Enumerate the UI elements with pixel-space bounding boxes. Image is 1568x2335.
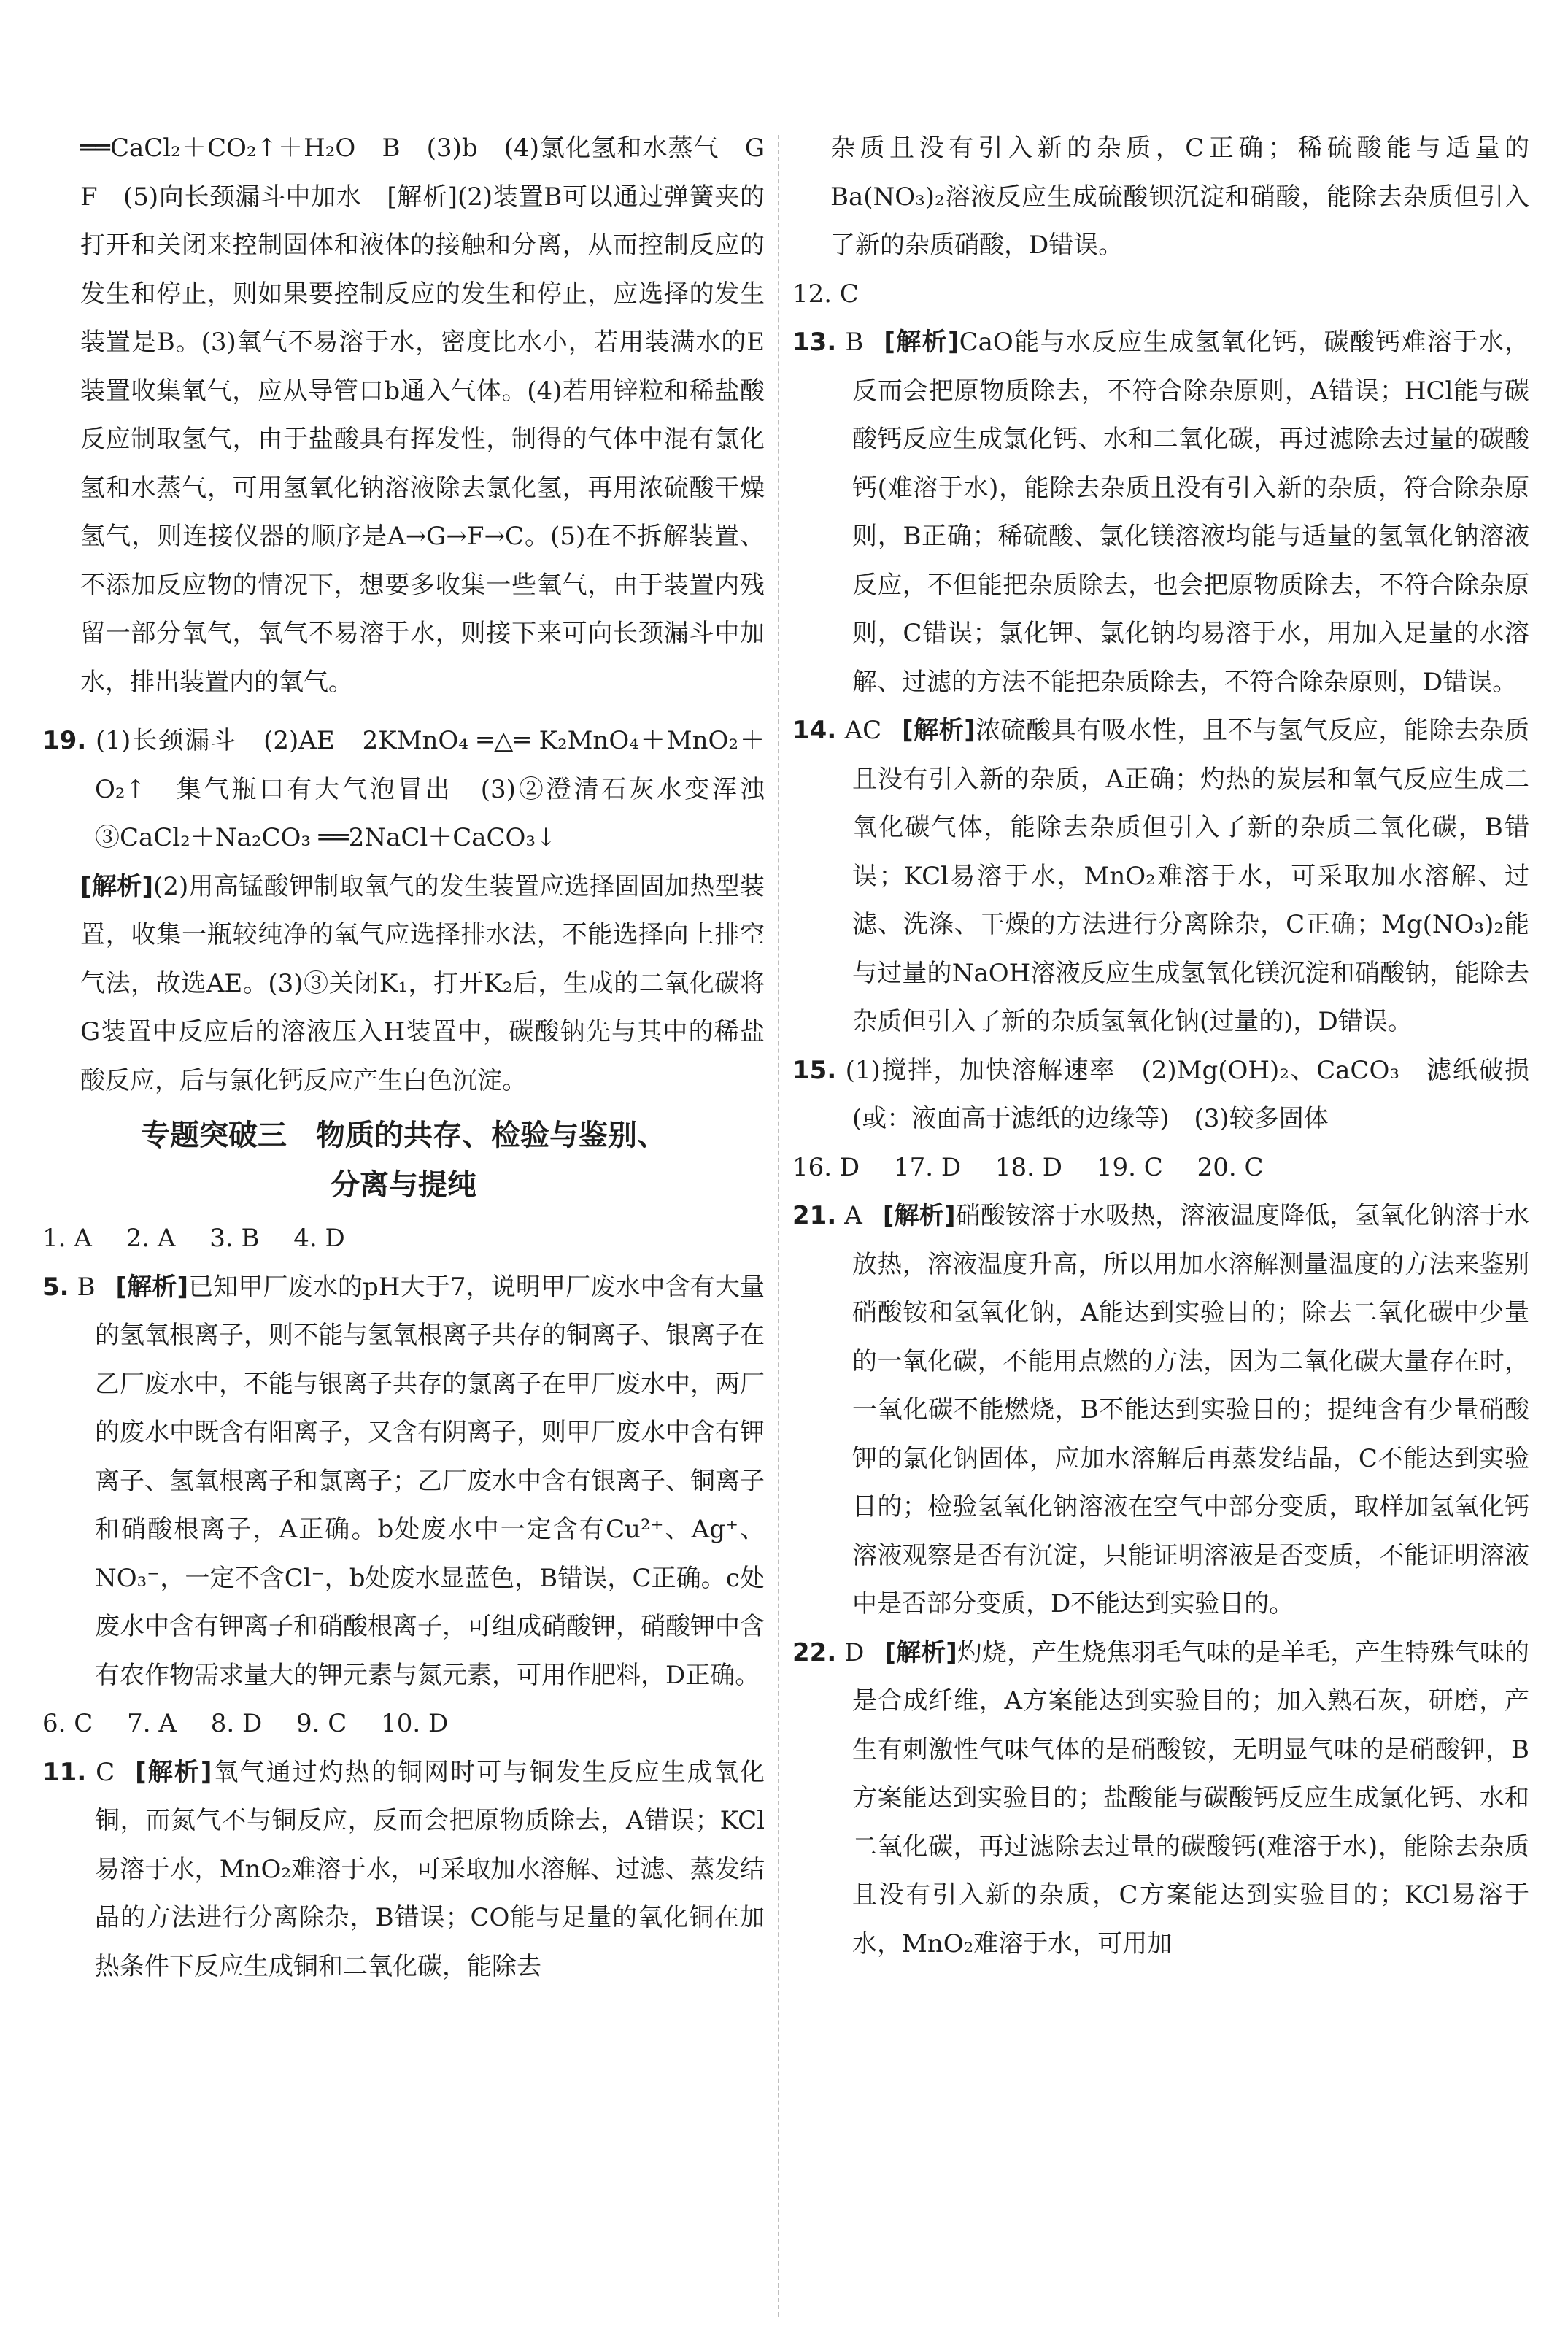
answer-1: 1. A [42, 1224, 92, 1253]
q19-analysis [42, 862, 765, 1105]
q14-answer [792, 706, 1529, 1046]
q11-continuation: 杂质且没有引入新的杂质，C正确；稀硫酸能与适量的Ba(NO₃)₂溶液反应生成硫酸钡沉淀和硝酸，能除去杂质但引入了新的杂质硝酸，D错误。 [830, 134, 1529, 260]
q19-analysis-text: (2)用高锰酸钾制取氧气的发生装置应选择固固加热型装置，收集一瓶较纯净的氧气应选择排水法，不能选择向上排空气法，故选AE。(3)③关闭K₁，打开K₂后，生成的二氧化碳将G装置中反应后的溶液压入H装置中，碳酸钠先与其中的稀盐酸反应，后与氯化钙反应产生白色沉淀。 [80, 871, 765, 1095]
analysis-tag: [解析] [884, 328, 959, 357]
answer-9: 9. C [296, 1709, 347, 1738]
q22-answer [792, 1629, 1529, 1969]
q5-number: 5. [42, 1272, 69, 1302]
answer-16: 16. D [792, 1152, 860, 1182]
left-column [42, 124, 789, 1991]
section-title-line2: 分离与提纯 [331, 1168, 476, 1202]
answer-6: 6. C [42, 1709, 93, 1738]
analysis-tag: [解析] [135, 1757, 212, 1787]
q5-analysis-text: 已知甲厂废水的pH大于7，说明甲厂废水中含有大量的氢氧根离子，则不能与氢氧根离子共存的铜离子、银离子在乙厂废水中，不能与银离子共存的氯离子在甲厂废水中，两厂的废水中既含有阳离子，又含有阴离子，则甲厂废水中含有钾离子、氢氧根离子和氯离子；乙厂废水中含有银离子、铜离子和硝酸根离子，A正确。b处废水中一定含有Cu²⁺、Ag⁺、NO₃⁻，一定不含Cl⁻，b处废水显蓝色，B错误，C正确。c处废水中含有钾离子和硝酸根离子，可组成硝酸钾，硝酸钾中含有农作物需求量大的钾元素与氮元素，可用作肥料，D正确。 [95, 1272, 765, 1690]
analysis-tag: [解析] [882, 1201, 956, 1230]
q22-number: 22. [792, 1637, 837, 1667]
answer-19: 19. C [1096, 1152, 1163, 1182]
answer-8: 8. D [210, 1709, 263, 1738]
q14-analysis-text: 浓硫酸具有吸水性，且不与氢气反应，能除去杂质且没有引入新的杂质，A正确；灼热的炭层和氧气反应生成二氧化碳气体，能除去杂质但引入了新的杂质二氧化碳，B错误；KCl易溶于水，MnO₂难溶于水，可采取加水溶解、过滤、洗涤、干燥的方法进行分离除杂，C正确；Mg(NO₃)₂能与过量的NaOH溶液反应生成氢氧化镁沉淀和硝酸钠，能除去杂质但引入了新的杂质氢氧化钠(过量的)，D错误。 [852, 716, 1530, 1036]
answer-3: 3. B [209, 1224, 260, 1253]
q21-choice: A [844, 1201, 862, 1230]
q15-answer [792, 1046, 1529, 1143]
q22-analysis-text: 灼烧，产生烧焦羽毛气味的是羊毛，产生特殊气味的是合成纤维，A方案能达到实验目的；加入熟石灰，研磨，产生有刺激性气味气体的是硝酸铵，无明显气味的是硝酸钾，B方案能达到实验目的；盐酸能与碳酸钙反应生成氯化钙、水和二氧化碳，再过滤除去过量的碳酸钙(难溶于水)，能除去杂质且没有引入新的杂质，C方案能达到实验目的；KCl易溶于水，MnO₂难溶于水，可用加 [852, 1637, 1530, 1958]
answers-6-10 [42, 1699, 765, 1748]
q21-number: 21. [792, 1201, 837, 1230]
answer-2: 2. A [125, 1224, 176, 1253]
q15-text: (1)搅拌，加快溶解速率 (2)Mg(OH)₂、CaCO₃ 滤纸破损(或：液面高于滤纸的边缘等) (3)较多固体 [845, 1055, 1529, 1133]
q22-choice: D [844, 1637, 865, 1667]
answer-7: 7. A [127, 1709, 177, 1738]
q21-analysis-text: 硝酸铵溶于水吸热，溶液温度降低，氢氧化钠溶于水放热，溶液温度升高，所以用加水溶解测量温度的方法来鉴别硝酸铵和氢氧化钠，A能达到实验目的；除去二氧化碳中少量的一氧化碳，不能用点燃的方法，因为二氧化碳大量存在时，一氧化碳不能燃烧，B不能达到实验目的；提纯含有少量硝酸钾的氯化钠固体，应加水溶解后再蒸发结晶，C不能达到实验目的；检验氢氧化钠溶液在空气中部分变质，取样加氢氧化钙溶液观察是否有沉淀，只能证明溶液是否变质，不能证明溶液中是否部分变质，D不能达到实验目的。 [852, 1201, 1530, 1618]
q13-analysis-text: CaO能与水反应生成氢氧化钙，碳酸钙难溶于水，反而会把原物质除去，不符合除杂原则，A错误；HCl能与碳酸钙反应生成氯化钙、水和二氧化碳，再过滤除去过量的碳酸钙(难溶于水)，能除去杂质且没有引入新的杂质，符合除杂原则，B正确；稀硫酸、氯化镁溶液均能与适量的氢氧化钠溶液反应，不但能把杂质除去，也会把原物质除去，不符合除杂原则，C错误；氯化钾、氯化钠均易溶于水，用加入足量的水溶解、过滤的方法不能把杂质除去，不符合除杂原则，D错误。 [852, 328, 1529, 697]
q11-choice: C [96, 1757, 115, 1787]
right-column [792, 124, 1529, 1968]
column-divider [778, 135, 779, 2317]
analysis-tag: [解析] [115, 1272, 188, 1302]
answer-18: 18. D [995, 1152, 1063, 1182]
q5-answer [42, 1263, 765, 1700]
q21-answer [792, 1192, 1529, 1629]
answer-20: 20. C [1197, 1152, 1264, 1182]
q15-number: 15. [792, 1055, 837, 1085]
q19-text: (1)长颈漏斗 (2)AE 2KMnO₄ ═△═ K₂MnO₄＋MnO₂＋O₂↑ 集气瓶口有大气泡冒出 (3)②澄清石灰水变浑浊 ③CaCl₂＋Na₂CO₃ ══2NaCl＋CaCO₃↓ [95, 726, 789, 852]
answers-1-4 [42, 1214, 765, 1263]
q19-number: 19. [42, 726, 87, 755]
answer-12: 12. C [792, 279, 859, 309]
q11-analysis-text: 氧气通过灼热的铜网时可与铜发生反应生成氧化铜，而氮气不与铜反应，反而会把原物质除去，A错误；KCl易溶于水，MnO₂难溶于水，可采取加水溶解、过滤、蒸发结晶的方法进行分离除杂，B错误；CO能与足量的氧化铜在加热条件下反应生成铜和二氧化碳，能除去 [95, 1757, 765, 1981]
q18-continuation: ══CaCl₂＋CO₂↑＋H₂O B (3)b (4)氯化氢和水蒸气 G F (5)向长颈漏斗中加水 [解析](2)装置B可以通过弹簧夹的打开和关闭来控制固体和液体的接触和分离，从而控制反应的发生和停止，则如果要控制反应的发生和停止，应选择的发生装置是B。(3)氧气不易溶于水，密度比水小，若用装满水的E装置收集氧气，应从导管口b通入气体。(4)若用锌粒和稀盐酸反应制取氢气，由于盐酸具有挥发性，制得的气体中混有氯化氢和水蒸气，可用氢氧化钠溶液除去氯化氢，再用浓硫酸干燥氢气，则连接仪器的顺序是A→G→F→C。(5)在不拆解装置、不添加反应物的情况下，想要多收集一些氧气，由于装置内残留一部分氧气，氧气不易溶于水，则接下来可向长颈漏斗中加水，排出装置内的氧气。 [80, 134, 789, 697]
answers-16-20 [792, 1143, 1529, 1192]
q5-choice: B [77, 1272, 96, 1302]
section-title-line1: 专题突破三 物质的共存、检验与鉴别、 [141, 1119, 666, 1152]
q13-answer [792, 318, 1529, 706]
q11-number: 11. [42, 1757, 87, 1787]
q19-answer [42, 717, 789, 862]
q11-answer [42, 1748, 765, 1991]
q14-number: 14. [792, 716, 837, 745]
answer-17: 17. D [893, 1152, 962, 1182]
q13-number: 13. [792, 328, 837, 357]
analysis-tag: [解析] [80, 871, 154, 901]
section-title [42, 1111, 765, 1210]
q14-choice: AC [844, 716, 882, 745]
analysis-tag: [解析] [884, 1637, 957, 1667]
answer-10: 10. D [381, 1709, 449, 1738]
q13-choice: B [845, 328, 864, 357]
analysis-tag: [解析] [902, 716, 976, 745]
answer-4: 4. D [293, 1224, 345, 1253]
